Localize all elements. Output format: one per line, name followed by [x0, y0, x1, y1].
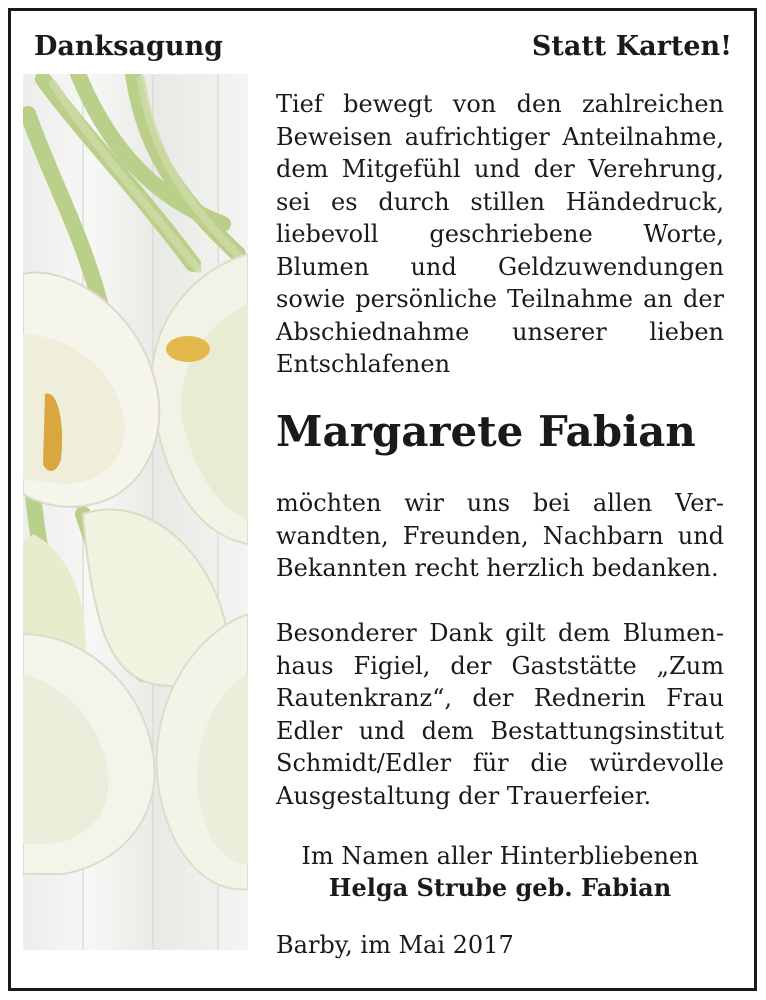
heading-statt-karten: Statt Karten!	[531, 31, 732, 62]
place-date: Barby, im Mai 2017	[276, 931, 514, 959]
calla-lily-icon	[23, 74, 248, 950]
intro-paragraph: Tief bewegt von den zahlreichen Beweisen aufrichtiger Anteilnahme, dem Mitgefühl und der Verehrung, sei es durch stillen Händedruck, liebevoll geschriebene Worte, Blumen und Geldzuwendungen sowie persönliche Teilnahme an der Abschiednahme unserer lieben Entschlafenen	[276, 90, 724, 378]
heading-danksagung: Danksagung	[34, 31, 223, 62]
calla-lily-flowers-image	[23, 74, 248, 950]
special-thanks-paragraph: Besonderer Dank gilt dem Blumenhaus Figiel, der Gaststätte „Zum Rautenkranz“, der Rednerin Frau Edler und dem Bestattungsinstitut Schmidt/Edler für die würdevolle Ausgestaltung der Trauerfeier.	[276, 619, 724, 810]
signature-name: Helga Strube geb. Fabian	[328, 873, 672, 902]
signature-line: Im Namen aller Hinterbliebenen	[301, 842, 699, 870]
deceased-name: Margarete Fabian	[276, 407, 696, 456]
thanks-paragraph: möchten wir uns bei allen Verwandten, Freunden, Nachbarn und Bekannten recht herzlich bedanken.	[276, 489, 724, 582]
